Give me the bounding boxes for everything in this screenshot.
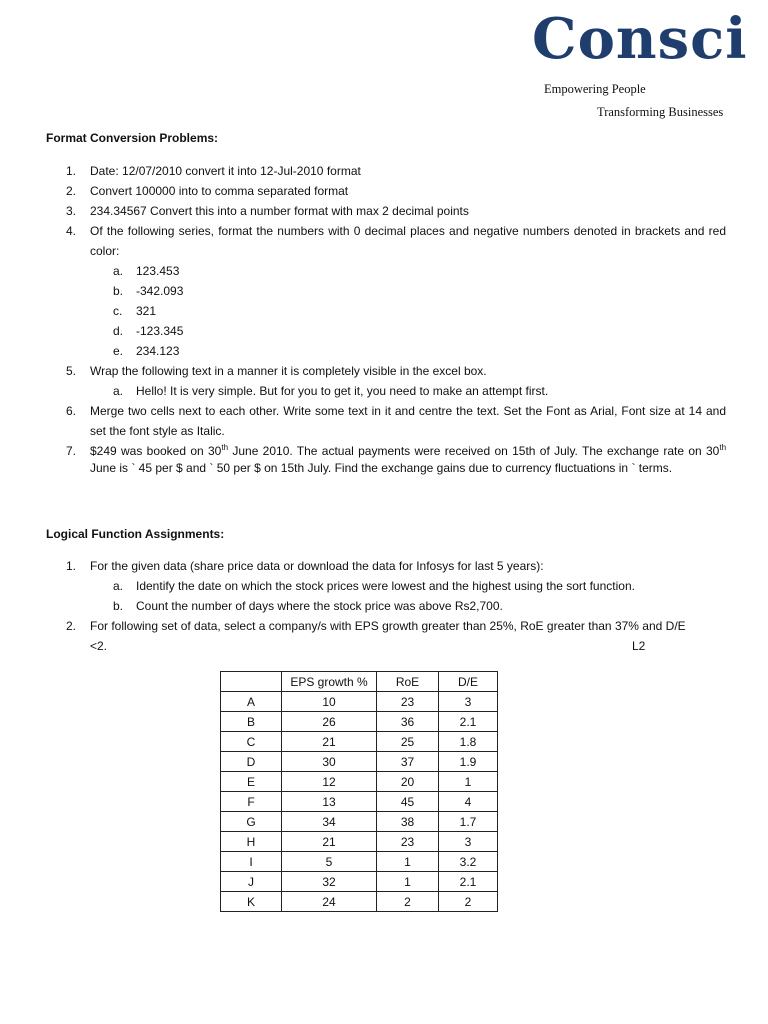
table-cell: 2	[439, 892, 498, 912]
sub-item	[46, 576, 726, 596]
sub-item-letter: e.	[113, 344, 124, 358]
company-data-table	[220, 671, 498, 912]
table-cell: 1	[439, 772, 498, 792]
item-text-part: June 2010. The actual payments were received on 15th of July. The exchange rate on 30	[228, 444, 720, 458]
level-tag: L2	[632, 639, 646, 653]
header-de: D/E	[439, 672, 498, 692]
table-cell: 1	[377, 872, 439, 892]
item-number: 1.	[66, 164, 77, 178]
table-cell: 1.7	[439, 812, 498, 832]
superscript: th	[719, 443, 727, 452]
table-cell: 1.8	[439, 732, 498, 752]
sub-item-letter: a.	[113, 579, 124, 593]
list-item	[46, 401, 726, 441]
sub-item-letter: b.	[113, 284, 124, 298]
item-number: 5.	[66, 364, 77, 378]
item-text: 234.34567 Convert this into a number format with max 2 decimal points	[90, 204, 469, 218]
table-cell: 2.1	[439, 712, 498, 732]
table-cell: G	[221, 812, 282, 832]
tagline-empowering: Empowering People	[544, 82, 646, 96]
table-cell: K	[221, 892, 282, 912]
list-item	[46, 161, 726, 181]
item-number: 4.	[66, 224, 77, 238]
item-text: For the given data (share price data or download the data for Infosys for last 5 years):	[90, 559, 544, 573]
item-number: 2.	[66, 184, 77, 198]
table-row	[221, 832, 498, 852]
table-cell: 21	[282, 832, 377, 852]
table-row	[221, 892, 498, 912]
table-row	[221, 792, 498, 812]
tagline-transforming: Transforming Businesses	[597, 105, 724, 119]
list-item	[46, 616, 726, 656]
table-header-row	[221, 672, 498, 692]
list-item	[46, 361, 726, 381]
table-cell: 2.1	[439, 872, 498, 892]
table-row	[221, 872, 498, 892]
table-cell: 2	[377, 892, 439, 912]
item-number: 2.	[66, 619, 77, 633]
item-text: For following set of data, select a company/s with EPS growth greater than 25%, RoE greater than 37% and D/E	[90, 619, 686, 633]
sub-item	[46, 301, 726, 321]
table-cell: 3.2	[439, 852, 498, 872]
item-text-part: $249 was booked on 30	[90, 444, 222, 458]
sub-item-text: Count the number of days where the stock price was above Rs2,700.	[136, 599, 503, 613]
item-text: Date: 12/07/2010 convert it into 12-Jul-2010 format	[90, 164, 361, 178]
table-cell: F	[221, 792, 282, 812]
item-text-continuation: <2.	[90, 639, 108, 653]
list-item	[46, 221, 726, 261]
table-cell: J	[221, 872, 282, 892]
list-item	[46, 443, 726, 477]
section-title-format-conversion: Format Conversion Problems:	[46, 131, 219, 145]
list-item	[46, 181, 726, 201]
sub-item	[46, 596, 726, 616]
table-cell: 20	[377, 772, 439, 792]
table-cell: 34	[282, 812, 377, 832]
table-row	[221, 852, 498, 872]
table-cell: 36	[377, 712, 439, 732]
table-cell: 45	[377, 792, 439, 812]
section-title-logical-functions: Logical Function Assignments:	[46, 527, 225, 541]
item-text: Wrap the following text in a manner it is completely visible in the excel box.	[90, 364, 487, 378]
sub-item-text: 321	[136, 304, 157, 318]
sub-item	[46, 381, 726, 401]
logical-function-list	[46, 556, 726, 656]
table-body	[221, 692, 498, 912]
table-cell: 30	[282, 752, 377, 772]
item-number: 3.	[66, 204, 77, 218]
table-cell: 38	[377, 812, 439, 832]
table-row	[221, 692, 498, 712]
table-cell: 23	[377, 832, 439, 852]
sub-item	[46, 321, 726, 341]
table-cell: 24	[282, 892, 377, 912]
item-text-part: June is ` 45 per $ and ` 50 per $ on 15th July. Find the exchange gains due to currency fluctuations in ` terms.	[90, 461, 673, 475]
table-row	[221, 812, 498, 832]
superscript: th	[221, 443, 229, 452]
consci-logo: Consci	[532, 6, 748, 72]
table-cell: 12	[282, 772, 377, 792]
table-row	[221, 772, 498, 792]
table-cell: E	[221, 772, 282, 792]
sub-item	[46, 261, 726, 281]
table-cell: 21	[282, 732, 377, 752]
sub-item-letter: a.	[113, 384, 124, 398]
table-cell: 1	[377, 852, 439, 872]
table-cell: 3	[439, 692, 498, 712]
table-cell: H	[221, 832, 282, 852]
table-cell: A	[221, 692, 282, 712]
item-number: 6.	[66, 404, 77, 418]
format-conversion-list	[46, 161, 726, 477]
item-text: Merge two cells next to each other. Write some text in it and centre the text. Set the Font as Arial, Font size at 14 and set the font style as Italic.	[90, 404, 726, 438]
table-cell: 23	[377, 692, 439, 712]
sub-item-text: Hello! It is very simple. But for you to get it, you need to make an attempt first.	[136, 384, 549, 398]
table-cell: 5	[282, 852, 377, 872]
table-cell: 10	[282, 692, 377, 712]
sub-item	[46, 281, 726, 301]
item-text: Of the following series, format the numbers with 0 decimal places and negative numbers denoted in brackets and red color:	[90, 224, 726, 258]
table-cell: 37	[377, 752, 439, 772]
sub-item-letter: b.	[113, 599, 124, 613]
table-cell: 3	[439, 832, 498, 852]
sub-item-text: -342.093	[136, 284, 184, 298]
table-cell: 26	[282, 712, 377, 732]
sub-item-text: 234.123	[136, 344, 180, 358]
sub-item-letter: d.	[113, 324, 124, 338]
table-cell: B	[221, 712, 282, 732]
table-cell: 32	[282, 872, 377, 892]
table-row	[221, 712, 498, 732]
table-row	[221, 732, 498, 752]
list-item	[46, 201, 726, 221]
table-row	[221, 752, 498, 772]
sub-item-text: Identify the date on which the stock prices were lowest and the highest using the sort function.	[136, 579, 635, 593]
table-cell: 1.9	[439, 752, 498, 772]
table-cell: 13	[282, 792, 377, 812]
table-cell: 4	[439, 792, 498, 812]
header-cell	[221, 672, 282, 692]
sub-item-text: -123.345	[136, 324, 184, 338]
sub-item-letter: a.	[113, 264, 124, 278]
table-cell: D	[221, 752, 282, 772]
list-item	[46, 556, 726, 576]
item-number: 1.	[66, 559, 77, 573]
item-text: Convert 100000 into to comma separated format	[90, 184, 349, 198]
item-number: 7.	[66, 444, 77, 458]
table-cell: C	[221, 732, 282, 752]
header-eps-growth: EPS growth %	[282, 672, 377, 692]
table-cell: I	[221, 852, 282, 872]
sub-item-letter: c.	[113, 304, 123, 318]
sub-item-text: 123.453	[136, 264, 180, 278]
header-roe: RoE	[377, 672, 439, 692]
table-cell: 25	[377, 732, 439, 752]
sub-item	[46, 341, 726, 361]
